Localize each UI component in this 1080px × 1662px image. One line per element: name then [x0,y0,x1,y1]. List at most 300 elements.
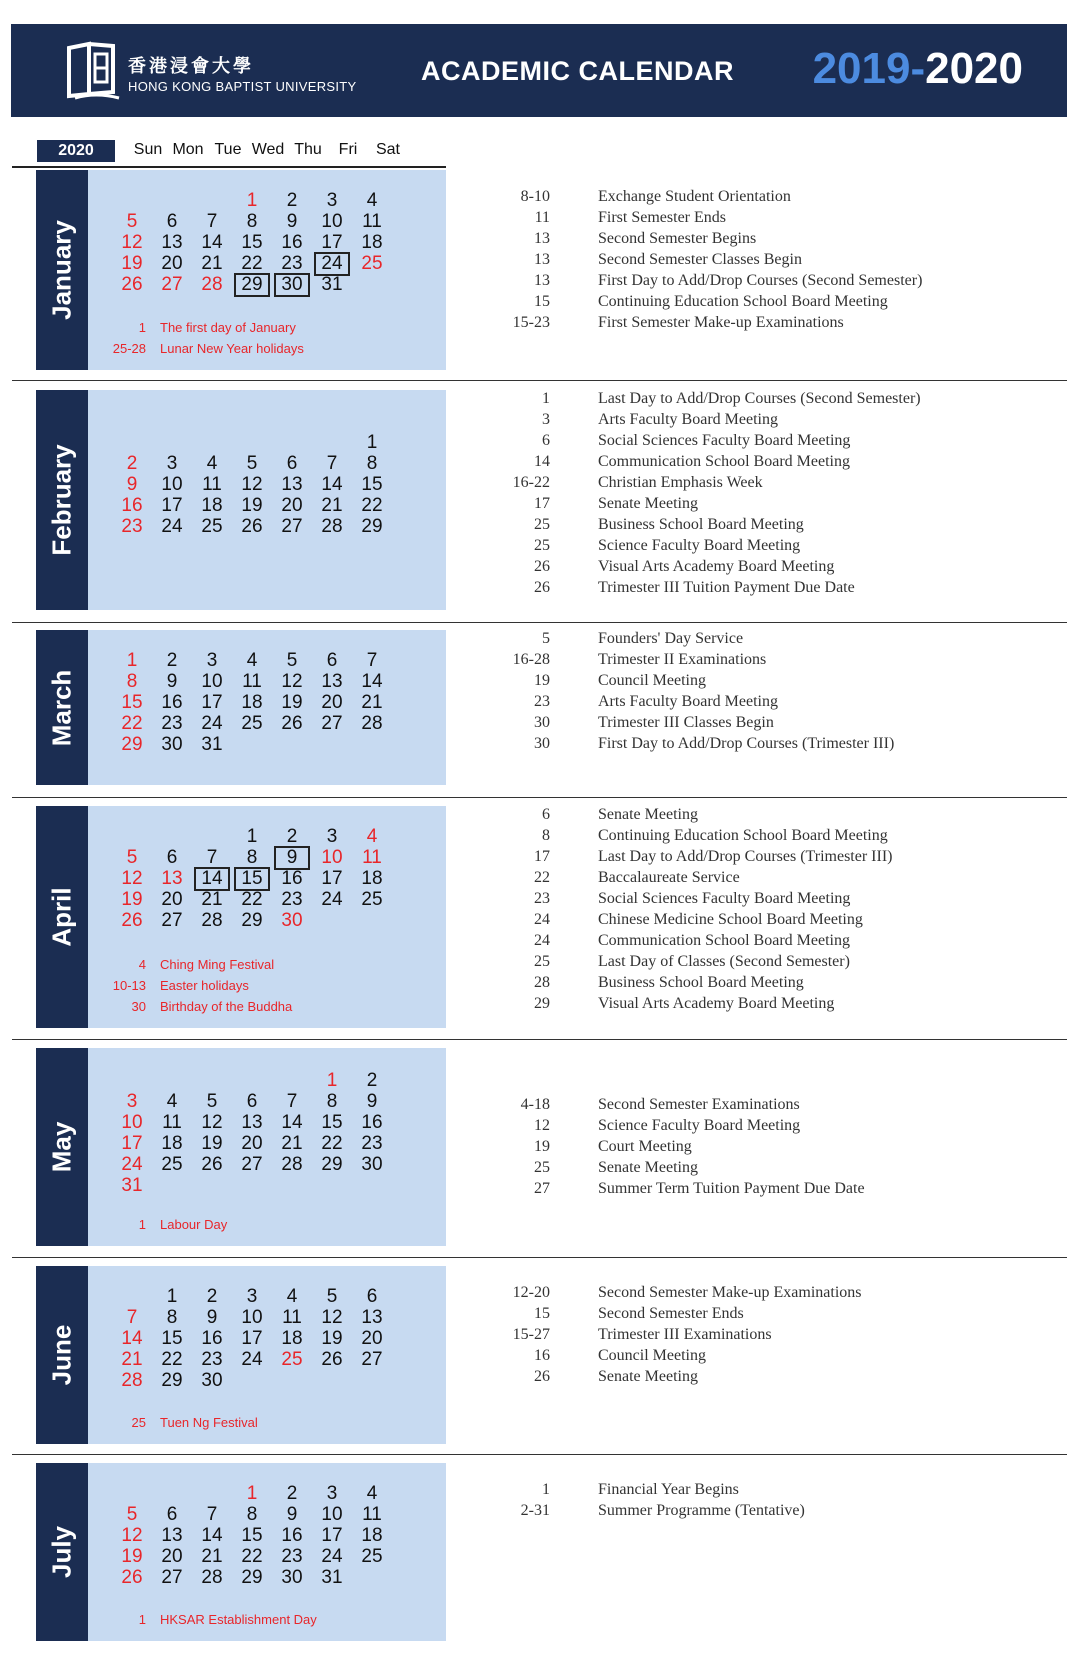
event-row [470,230,1030,250]
calendar-day: 24 [121,1154,143,1175]
university-name-english: HONG KONG BAPTIST UNIVERSITY [128,79,357,94]
calendar-day: 1 [246,826,258,847]
event-description: Communication School Board Meeting [598,932,850,949]
year-badge: 2020 [37,140,115,162]
event-description: Second Semester Ends [598,1305,744,1322]
calendar-day: 7 [326,453,338,474]
calendar-day: 1 [126,650,138,671]
academic-year [813,44,1023,94]
calendar-day: 12 [121,232,143,253]
event-row [470,1481,1030,1501]
event-date: 16-28 [512,651,550,668]
month-name: March [46,669,77,746]
calendar-day: 11 [362,211,382,232]
calendar-day: 20 [161,889,183,910]
calendar-day: 30 [275,274,309,296]
calendar-day: 12 [121,868,143,889]
event-date: 27 [534,1180,550,1197]
month-day-grid [88,1463,446,1641]
calendar-day: 4 [246,650,258,671]
section-divider [12,1454,1067,1455]
event-date: 12 [534,1117,550,1134]
calendar-day: 9 [286,1504,298,1525]
calendar-day: 25 [201,516,223,537]
event-date: 25 [534,537,550,554]
event-row [470,516,1030,536]
event-description: Second Semester Examinations [598,1096,800,1113]
calendar-day: 6 [286,453,298,474]
event-description: Science Faculty Board Meeting [598,537,801,554]
event-row [470,806,1030,826]
event-date: 3 [542,411,550,428]
calendar-day: 25 [281,1349,303,1370]
calendar-day: 12 [121,1525,143,1546]
calendar-day: 6 [326,650,338,671]
calendar-day: 17 [161,495,183,516]
calendar-day: 22 [241,253,263,274]
calendar-day: 26 [121,274,143,295]
weekday-fri: Fri [338,141,358,158]
calendar-day: 1 [166,1286,178,1307]
event-date: 12-20 [512,1284,550,1301]
calendar-day: 27 [161,274,183,295]
holiday-date: 1 [138,1612,146,1627]
month-day-grid [88,806,446,1028]
calendar-day: 16 [121,495,143,516]
event-description: Social Sciences Faculty Board Meeting [598,890,851,907]
calendar-day: 24 [321,889,343,910]
calendar-day: 21 [121,1349,143,1370]
calendar-day: 26 [321,1349,343,1370]
holiday-name: Labour Day [160,1217,228,1232]
event-description: First Semester Make-up Examinations [598,314,844,331]
event-date: 25 [534,953,550,970]
calendar-day: 16 [281,868,303,889]
event-date: 11 [534,209,550,226]
event-row [470,1096,1030,1116]
month-day-grid [88,390,446,610]
calendar-day: 5 [246,453,258,474]
event-description: Summer Programme (Tentative) [598,1502,805,1519]
calendar-day: 12 [321,1307,343,1328]
event-row [470,1326,1030,1346]
calendar-day: 29 [121,734,143,755]
event-description: Last Day to Add/Drop Courses (Trimester III) [598,848,893,865]
weekday-tue: Tue [214,141,242,158]
calendar-day: 2 [286,826,298,847]
event-date: 13 [534,272,550,289]
calendar-day: 14 [121,1328,143,1349]
calendar-day: 13 [161,1525,183,1546]
event-date: 15 [534,1305,550,1322]
event-description: Trimester II Examinations [598,651,767,668]
calendar-day: 23 [121,516,143,537]
event-description: Council Meeting [598,1347,706,1364]
calendar-day: 10 [241,1307,263,1328]
year-end: 2020 [925,44,1023,93]
calendar-day: 3 [126,1091,138,1112]
event-row [470,1138,1030,1158]
holiday-date: 1 [138,1217,146,1232]
calendar-day: 26 [201,1154,223,1175]
calendar-day: 21 [201,1546,223,1567]
calendar-day: 21 [321,495,343,516]
calendar-day: 29 [241,910,263,931]
event-row [470,974,1030,994]
event-date: 13 [534,251,550,268]
event-date: 23 [534,890,550,907]
holiday-date: 30 [131,999,146,1014]
event-description: Arts Faculty Board Meeting [598,693,778,710]
calendar-day: 30 [281,1567,303,1588]
calendar-day: 9 [206,1307,218,1328]
calendar-day: 14 [201,1525,223,1546]
calendar-day: 27 [281,516,303,537]
calendar-day: 9 [366,1091,378,1112]
event-date: 19 [534,1138,550,1155]
event-row [470,558,1030,578]
calendar-day: 22 [361,495,383,516]
event-row [470,1284,1030,1304]
event-date: 17 [534,848,550,865]
calendar-day: 28 [281,1154,303,1175]
calendar-day: 19 [281,692,303,713]
event-date: 24 [534,932,550,949]
event-row [470,827,1030,847]
calendar-day: 15 [241,1525,263,1546]
event-date: 13 [534,230,550,247]
event-row [470,714,1030,734]
event-description: Continuing Education School Board Meeting [598,827,888,844]
calendar-day: 10 [121,1112,143,1133]
weekday-header [12,140,446,168]
calendar-day: 22 [241,1546,263,1567]
calendar-day: 11 [362,847,382,868]
event-date: 26 [534,558,550,575]
month-label-bar [36,1048,88,1246]
month-day-grid [88,1266,446,1444]
calendar-day: 27 [361,1349,383,1370]
event-date: 28 [534,974,550,991]
calendar-day: 31 [321,274,343,295]
calendar-day: 7 [206,847,218,868]
event-description: Second Semester Begins [598,230,757,247]
calendar-day: 2 [286,1483,298,1504]
event-description: Visual Arts Academy Board Meeting [598,995,835,1012]
calendar-day: 5 [126,211,138,232]
event-date: 25 [534,516,550,533]
event-row [470,953,1030,973]
calendar-day: 28 [321,516,343,537]
calendar-day: 16 [161,692,183,713]
calendar-day: 5 [126,1504,138,1525]
calendar-day: 11 [242,671,262,692]
calendar-day: 15 [321,1112,343,1133]
holiday-name: The first day of January [160,320,296,335]
calendar-day: 23 [161,713,183,734]
month-section-january [0,170,1080,370]
calendar-day: 22 [121,713,143,734]
calendar-day: 29 [161,1370,183,1391]
calendar-day: 7 [206,1504,218,1525]
calendar-day: 23 [361,1133,383,1154]
calendar-day: 8 [126,671,138,692]
calendar-day: 23 [281,253,303,274]
calendar-day: 27 [161,910,183,931]
event-row [470,209,1030,229]
event-description: Chinese Medicine School Board Meeting [598,911,863,928]
event-description: Trimester III Classes Begin [598,714,774,731]
calendar-day: 1 [246,190,258,211]
holiday-name: Ching Ming Festival [160,957,275,972]
event-date: 4-18 [520,1096,550,1113]
calendar-day: 13 [161,868,183,889]
calendar-day: 9 [286,211,298,232]
event-date: 22 [534,869,550,886]
event-row [470,474,1030,494]
event-date: 14 [534,453,550,470]
event-date: 16 [534,1347,550,1364]
event-description: First Day to Add/Drop Courses (Trimester III) [598,735,895,752]
calendar-day: 4 [366,1483,378,1504]
calendar-day: 14 [281,1112,303,1133]
weekday-mon: Mon [172,141,204,158]
calendar-day: 3 [206,650,218,671]
calendar-day: 23 [281,889,303,910]
section-divider [12,1257,1067,1258]
section-divider [12,1039,1067,1040]
event-description: Trimester III Examinations [598,1326,772,1343]
event-row [470,1368,1030,1388]
calendar-day: 17 [321,868,343,889]
calendar-day: 5 [286,650,298,671]
calendar-day: 18 [361,1525,383,1546]
holiday-name: Birthday of the Buddha [160,999,293,1014]
calendar-day: 11 [282,1307,302,1328]
event-date: 19 [534,672,550,689]
event-description: Second Semester Make-up Examinations [598,1284,862,1301]
event-row [470,579,1030,599]
calendar-day: 7 [206,211,218,232]
calendar-day: 6 [166,1504,178,1525]
event-description: Communication School Board Meeting [598,453,850,470]
calendar-day: 24 [201,713,223,734]
event-description: Second Semester Classes Begin [598,251,802,268]
calendar-day: 20 [281,495,303,516]
calendar-day: 25 [361,253,383,274]
event-row [470,390,1030,410]
calendar-day: 8 [366,453,378,474]
section-divider [12,380,1067,381]
event-row [470,890,1030,910]
calendar-day: 11 [202,474,222,495]
event-date: 6 [542,806,550,823]
event-description: Science Faculty Board Meeting [598,1117,801,1134]
calendar-day: 23 [201,1349,223,1370]
event-date: 26 [534,579,550,596]
calendar-day: 2 [166,650,178,671]
calendar-day: 30 [201,1370,223,1391]
calendar-day: 27 [241,1154,263,1175]
calendar-day: 24 [315,253,349,275]
calendar-day: 24 [241,1349,263,1370]
calendar-day: 29 [321,1154,343,1175]
calendar-day: 29 [235,274,269,296]
event-date: 15-23 [512,314,550,331]
weekday-sat: Sat [375,141,400,158]
calendar-day: 16 [361,1112,383,1133]
calendar-day: 21 [281,1133,303,1154]
event-description: Senate Meeting [598,1368,698,1385]
event-date: 16-22 [512,474,550,491]
calendar-day: 18 [161,1133,183,1154]
month-name: May [46,1121,77,1173]
calendar-day: 26 [121,1567,143,1588]
calendar-day: 17 [121,1133,143,1154]
weekday-wed: Wed [251,141,285,158]
event-date: 2-31 [520,1502,550,1519]
calendar-day: 17 [321,232,343,253]
calendar-day: 18 [201,495,223,516]
calendar-day: 19 [121,253,143,274]
event-date: 17 [534,495,550,512]
month-label-bar [36,170,88,370]
calendar-day: 12 [201,1112,223,1133]
event-row [470,672,1030,692]
event-date: 5 [542,630,550,647]
holiday-date: 4 [138,957,146,972]
month-day-grid [88,170,446,370]
event-date: 8 [542,827,550,844]
event-description: Social Sciences Faculty Board Meeting [598,432,851,449]
month-section-march [0,630,1080,785]
month-section-june [0,1266,1080,1444]
event-row [470,1347,1030,1367]
holiday-date: 10-13 [112,978,146,993]
month-section-february [0,390,1080,610]
event-row [470,1159,1030,1179]
calendar-day: 25 [161,1154,183,1175]
event-row [470,293,1030,313]
calendar-day: 8 [246,211,258,232]
calendar-day: 18 [241,692,263,713]
event-description: Continuing Education School Board Meeting [598,293,888,310]
calendar-day: 15 [361,474,383,495]
event-date: 1 [542,1481,550,1498]
calendar-day: 28 [201,274,223,295]
event-date: 25 [534,1159,550,1176]
event-row [470,272,1030,292]
month-label-bar [36,630,88,785]
calendar-day: 21 [201,889,223,910]
calendar-day: 19 [241,495,263,516]
section-divider [12,622,1067,623]
calendar-day: 4 [286,1286,298,1307]
holiday-name: Tuen Ng Festival [160,1415,258,1430]
event-row [470,251,1030,271]
calendar-day: 13 [241,1112,263,1133]
event-description: Last Day to Add/Drop Courses (Second Semester) [598,390,921,407]
calendar-day: 28 [121,1370,143,1391]
calendar-day: 11 [162,1112,182,1133]
calendar-header [11,24,1067,117]
calendar-day: 11 [362,1504,382,1525]
calendar-day: 2 [286,190,298,211]
calendar-day: 10 [321,1504,343,1525]
event-row [470,495,1030,515]
event-row [470,1180,1030,1200]
calendar-day: 8 [326,1091,338,1112]
calendar-day: 19 [321,1328,343,1349]
month-section-may [0,1048,1080,1246]
calendar-day: 30 [161,734,183,755]
event-row [470,411,1030,431]
calendar-day: 7 [286,1091,298,1112]
calendar-day: 6 [166,211,178,232]
weekday-thu: Thu [294,141,322,158]
event-row [470,1305,1030,1325]
event-description: Exchange Student Orientation [598,188,791,205]
month-day-grid [88,630,446,785]
calendar-day: 15 [235,868,269,890]
calendar-day: 21 [361,692,383,713]
event-row [470,453,1030,473]
calendar-day: 6 [366,1286,378,1307]
calendar-day: 25 [361,1546,383,1567]
calendar-day: 15 [121,692,143,713]
month-name: June [46,1324,77,1386]
event-description: Senate Meeting [598,495,698,512]
calendar-day: 27 [321,713,343,734]
event-description: Senate Meeting [598,1159,698,1176]
calendar-day: 5 [326,1286,338,1307]
calendar-day: 8 [166,1307,178,1328]
calendar-day: 10 [321,211,343,232]
calendar-day: 26 [281,713,303,734]
month-day-grid [88,1048,446,1246]
event-description: Last Day of Classes (Second Semester) [598,953,850,970]
calendar-day: 10 [321,847,343,868]
calendar-day: 6 [166,847,178,868]
calendar-day: 3 [166,453,178,474]
university-name-chinese: 香港浸會大學 [128,56,254,77]
calendar-day: 16 [201,1328,223,1349]
calendar-day: 25 [361,889,383,910]
event-description: Arts Faculty Board Meeting [598,411,778,428]
calendar-day: 9 [126,474,138,495]
calendar-day: 19 [201,1133,223,1154]
calendar-day: 13 [281,474,303,495]
event-row [470,314,1030,334]
event-description: Senate Meeting [598,806,698,823]
calendar-day: 18 [281,1328,303,1349]
event-date: 6 [542,432,550,449]
event-description: Business School Board Meeting [598,516,804,533]
holiday-date: 25-28 [112,341,146,356]
event-row [470,995,1030,1015]
calendar-day: 20 [361,1328,383,1349]
calendar-day: 28 [361,713,383,734]
event-row [470,651,1030,671]
event-row [470,693,1030,713]
section-divider [12,797,1067,798]
month-name: January [46,220,77,320]
calendar-day: 28 [201,910,223,931]
calendar-day: 24 [321,1546,343,1567]
calendar-day: 15 [241,232,263,253]
event-description: Founders' Day Service [598,630,744,647]
calendar-day: 5 [206,1091,218,1112]
